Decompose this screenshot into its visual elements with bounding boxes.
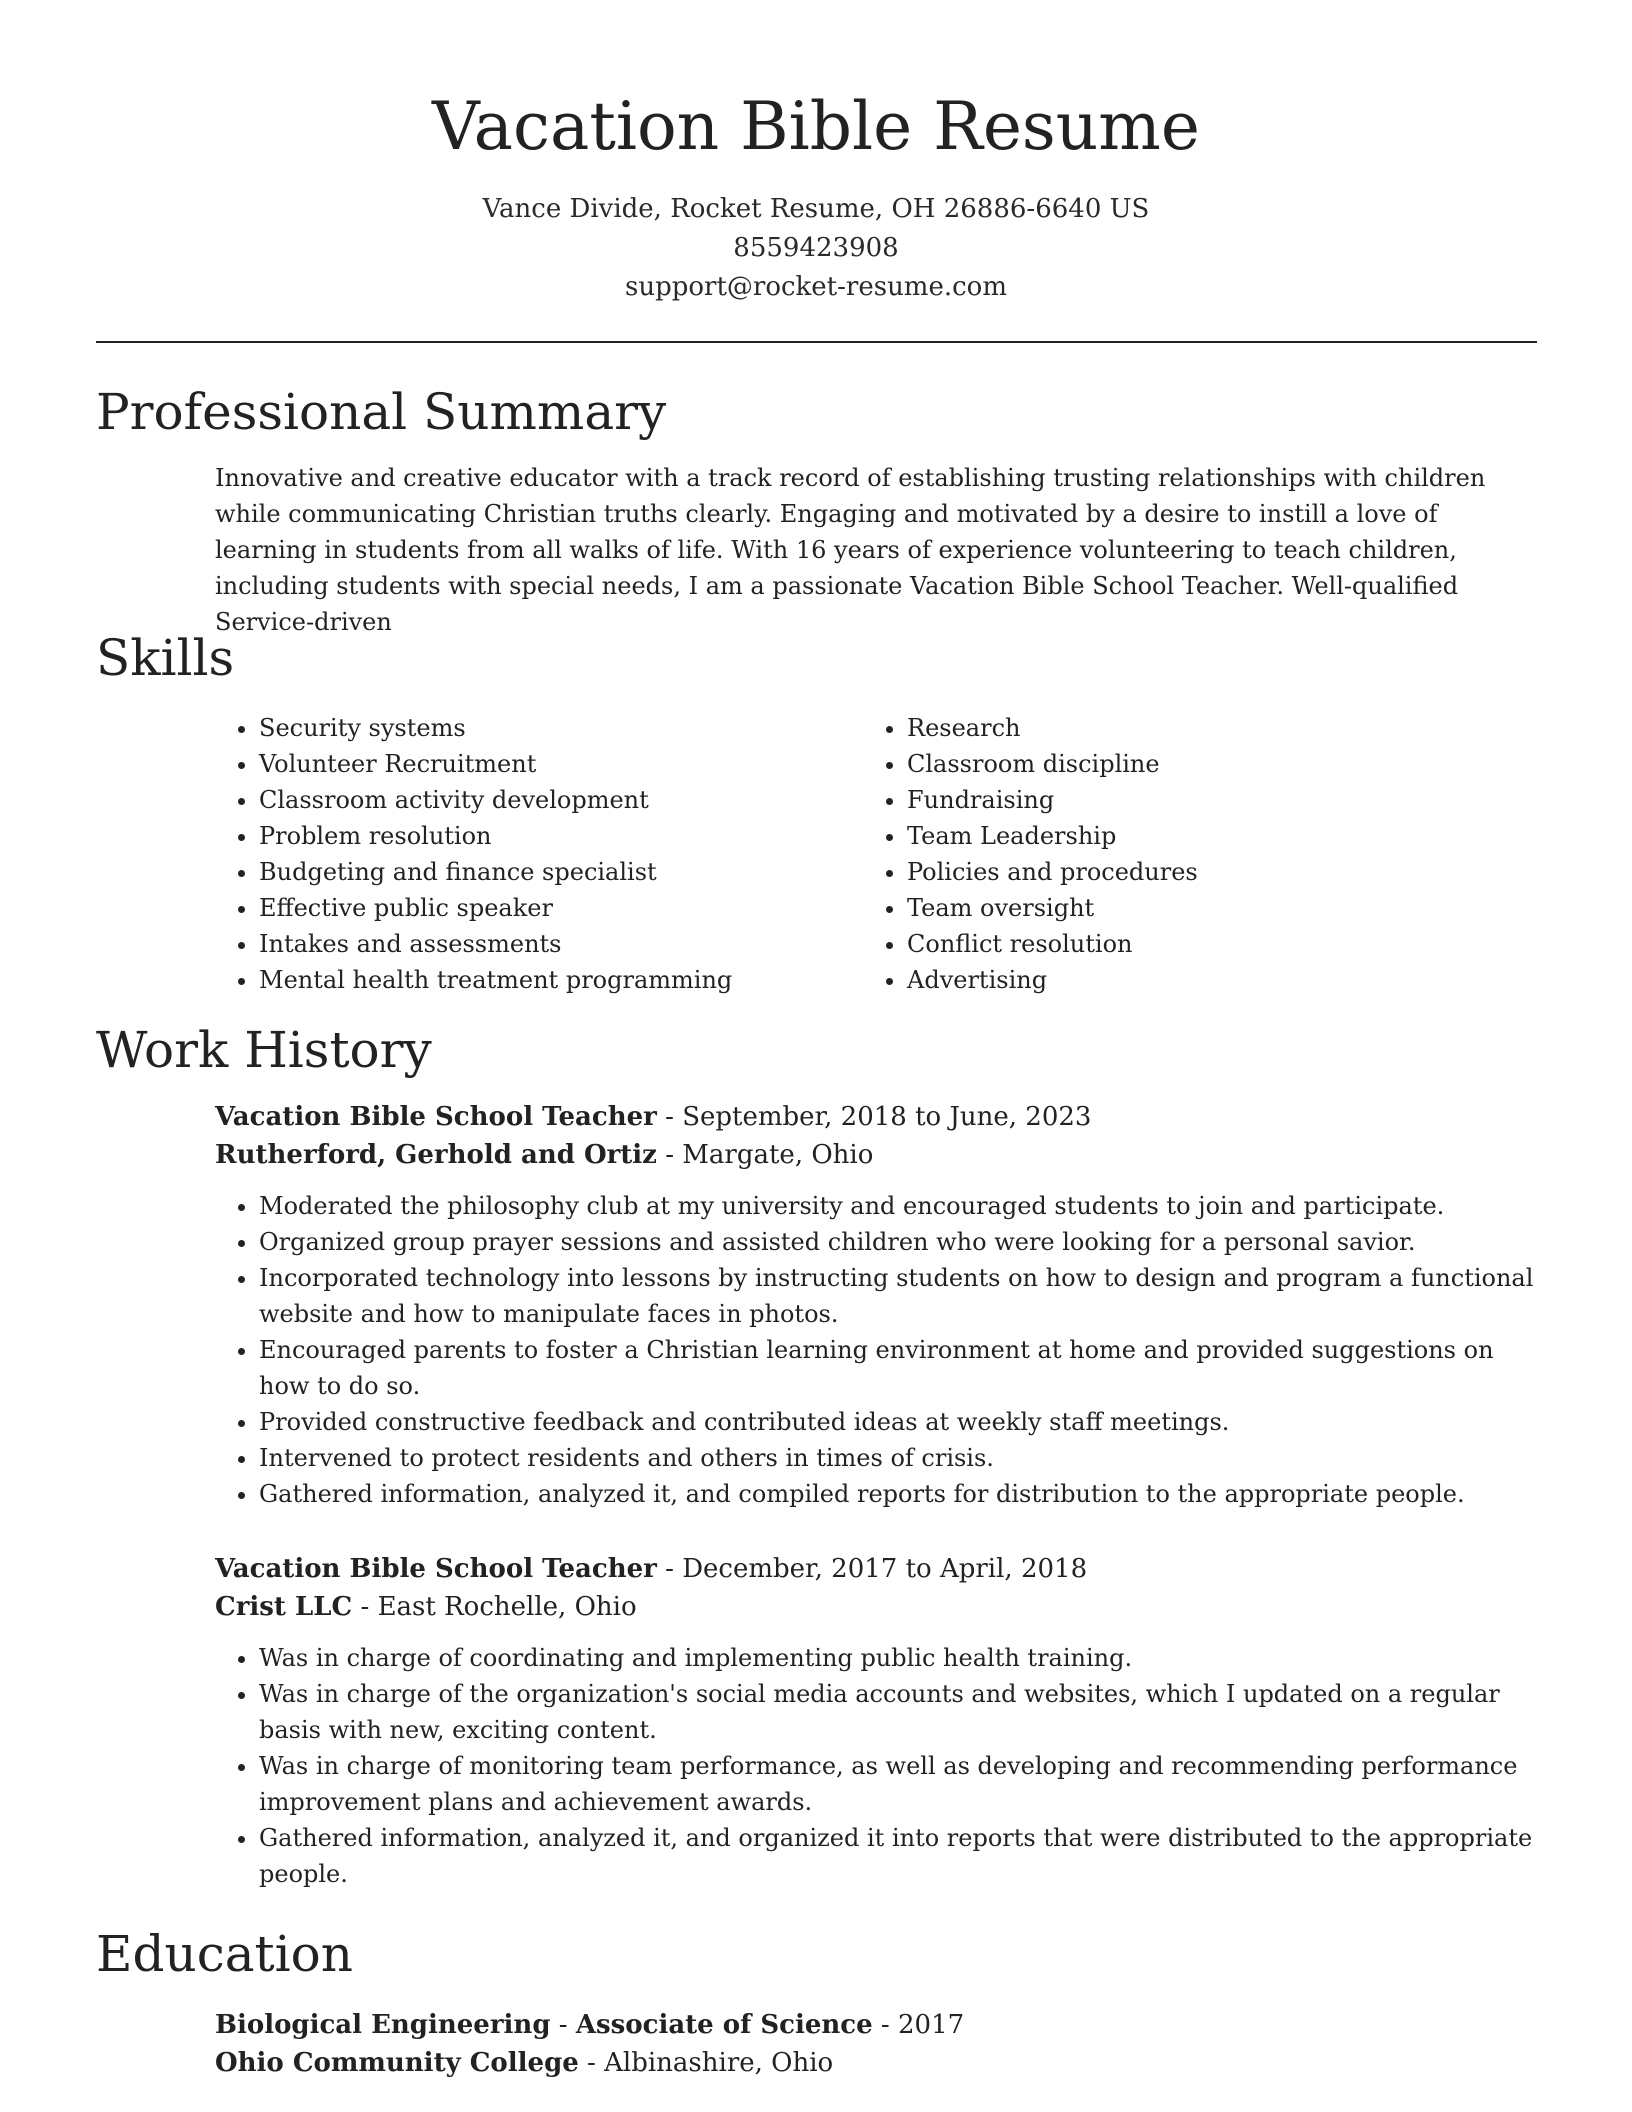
education-location: Albinashire, Ohio — [604, 2048, 834, 2078]
education-entry — [215, 2006, 1535, 2082]
skill-item: • Team Leadership — [907, 818, 1511, 854]
skill-item: • Classroom discipline — [907, 746, 1511, 782]
summary-text: Innovative and creative educator with a track record of establishing trusting relationships with children while communicating Christian truths clearly. Engaging and motivated by a desire to instill a love of learning in students from all walks of life. With 16 years of experience volunteering to teach children, including students with special needs, I am a passionate Vacation Bible School Teacher. Well-qualified Service-driven — [215, 464, 1486, 636]
education-degree: Associate of Science — [575, 2010, 873, 2040]
job-bullet: • Organized group prayer sessions and assisted children who were looking for a personal savior. — [259, 1224, 1540, 1260]
skill-item: • Security systems — [259, 710, 863, 746]
job-bullet: • Was in charge of the organization's social media accounts and websites, which I updated on a regular basis with new, exciting content. — [259, 1676, 1540, 1748]
skills-heading: Skills — [96, 629, 235, 687]
work-history-heading: Work History — [96, 1021, 432, 1079]
separator: - — [656, 1140, 683, 1170]
job-dates: December, 2017 to April, 2018 — [682, 1554, 1088, 1584]
skill-item: • Team oversight — [907, 890, 1511, 926]
skill-item: • Fundraising — [907, 782, 1511, 818]
job-location: East Rochelle, Ohio — [377, 1592, 637, 1622]
job-bullets — [215, 1640, 1540, 1892]
separator: - — [550, 2010, 576, 2040]
education-heading: Education — [96, 1925, 353, 1983]
job-role: Vacation Bible School Teacher — [215, 1554, 657, 1584]
skill-item: • Intakes and assessments — [259, 926, 863, 962]
contact-phone: 8559423908 — [733, 233, 899, 263]
skill-item: • Research — [907, 710, 1511, 746]
job-title-line — [215, 1098, 1540, 1136]
job-entry — [215, 1098, 1540, 1512]
separator: - — [872, 2010, 898, 2040]
education-school-line — [215, 2044, 1535, 2082]
job-bullet: • Intervened to protect residents and others in times of crisis. — [259, 1440, 1540, 1476]
job-bullet: • Moderated the philosophy club at my university and encouraged students to join and participate. — [259, 1188, 1540, 1224]
job-bullet: • Encouraged parents to foster a Christian learning environment at home and provided suggestions on how to do so. — [259, 1332, 1540, 1404]
contact-block — [0, 190, 1632, 307]
skill-item: • Conflict resolution — [907, 926, 1511, 962]
job-bullet: • Was in charge of monitoring team performance, as well as developing and recommending performance improvement plans and achievement awards. — [259, 1748, 1540, 1820]
separator: - — [656, 1102, 683, 1132]
separator: - — [578, 2048, 605, 2078]
contact-address: Vance Divide, Rocket Resume, OH 26886-6640 US — [482, 194, 1150, 224]
education-degree-line — [215, 2006, 1535, 2044]
job-company: Crist LLC — [215, 1592, 353, 1622]
skill-item: • Classroom activity development — [259, 782, 863, 818]
job-location: Margate, Ohio — [682, 1140, 874, 1170]
header-divider — [96, 341, 1537, 343]
separator: - — [656, 1554, 683, 1584]
education-school: Ohio Community College — [215, 2048, 579, 2078]
skills-columns — [215, 710, 1535, 998]
job-bullet: • Provided constructive feedback and contributed ideas at weekly staff meetings. — [259, 1404, 1540, 1440]
skill-item: • Advertising — [907, 962, 1511, 998]
skill-item: • Effective public speaker — [259, 890, 863, 926]
job-bullet: • Gathered information, analyzed it, and organized it into reports that were distributed to the appropriate people. — [259, 1820, 1540, 1892]
job-bullet: • Incorporated technology into lessons by instructing students on how to design and program a functional website and how to manipulate faces in photos. — [259, 1260, 1540, 1332]
job-dates: September, 2018 to June, 2023 — [682, 1102, 1092, 1132]
skill-item: • Policies and procedures — [907, 854, 1511, 890]
separator: - — [352, 1592, 378, 1622]
education-year: 2017 — [898, 2010, 965, 2040]
skills-list-right — [863, 710, 1511, 998]
job-entry — [215, 1550, 1540, 1892]
job-bullets — [215, 1188, 1540, 1512]
education-field: Biological Engineering — [215, 2010, 551, 2040]
summary-heading: Professional Summary — [96, 383, 667, 441]
resume-header — [0, 0, 1632, 307]
job-company-line — [215, 1588, 1540, 1626]
job-bullet: • Was in charge of coordinating and implementing public health training. — [259, 1640, 1540, 1676]
job-company-line — [215, 1136, 1540, 1174]
skill-item: • Budgeting and finance specialist — [259, 854, 863, 890]
contact-email: support@rocket-resume.com — [624, 272, 1007, 302]
job-role: Vacation Bible School Teacher — [215, 1102, 657, 1132]
skills-list-left — [215, 710, 863, 998]
job-title-line — [215, 1550, 1540, 1588]
skill-item: • Volunteer Recruitment — [259, 746, 863, 782]
resume-name: Vacation Bible Resume — [432, 88, 1200, 165]
job-company: Rutherford, Gerhold and Ortiz — [215, 1140, 657, 1170]
job-bullet: • Gathered information, analyzed it, and compiled reports for distribution to the appropriate people. — [259, 1476, 1540, 1512]
skill-item: • Problem resolution — [259, 818, 863, 854]
skill-item: • Mental health treatment programming — [259, 962, 863, 998]
